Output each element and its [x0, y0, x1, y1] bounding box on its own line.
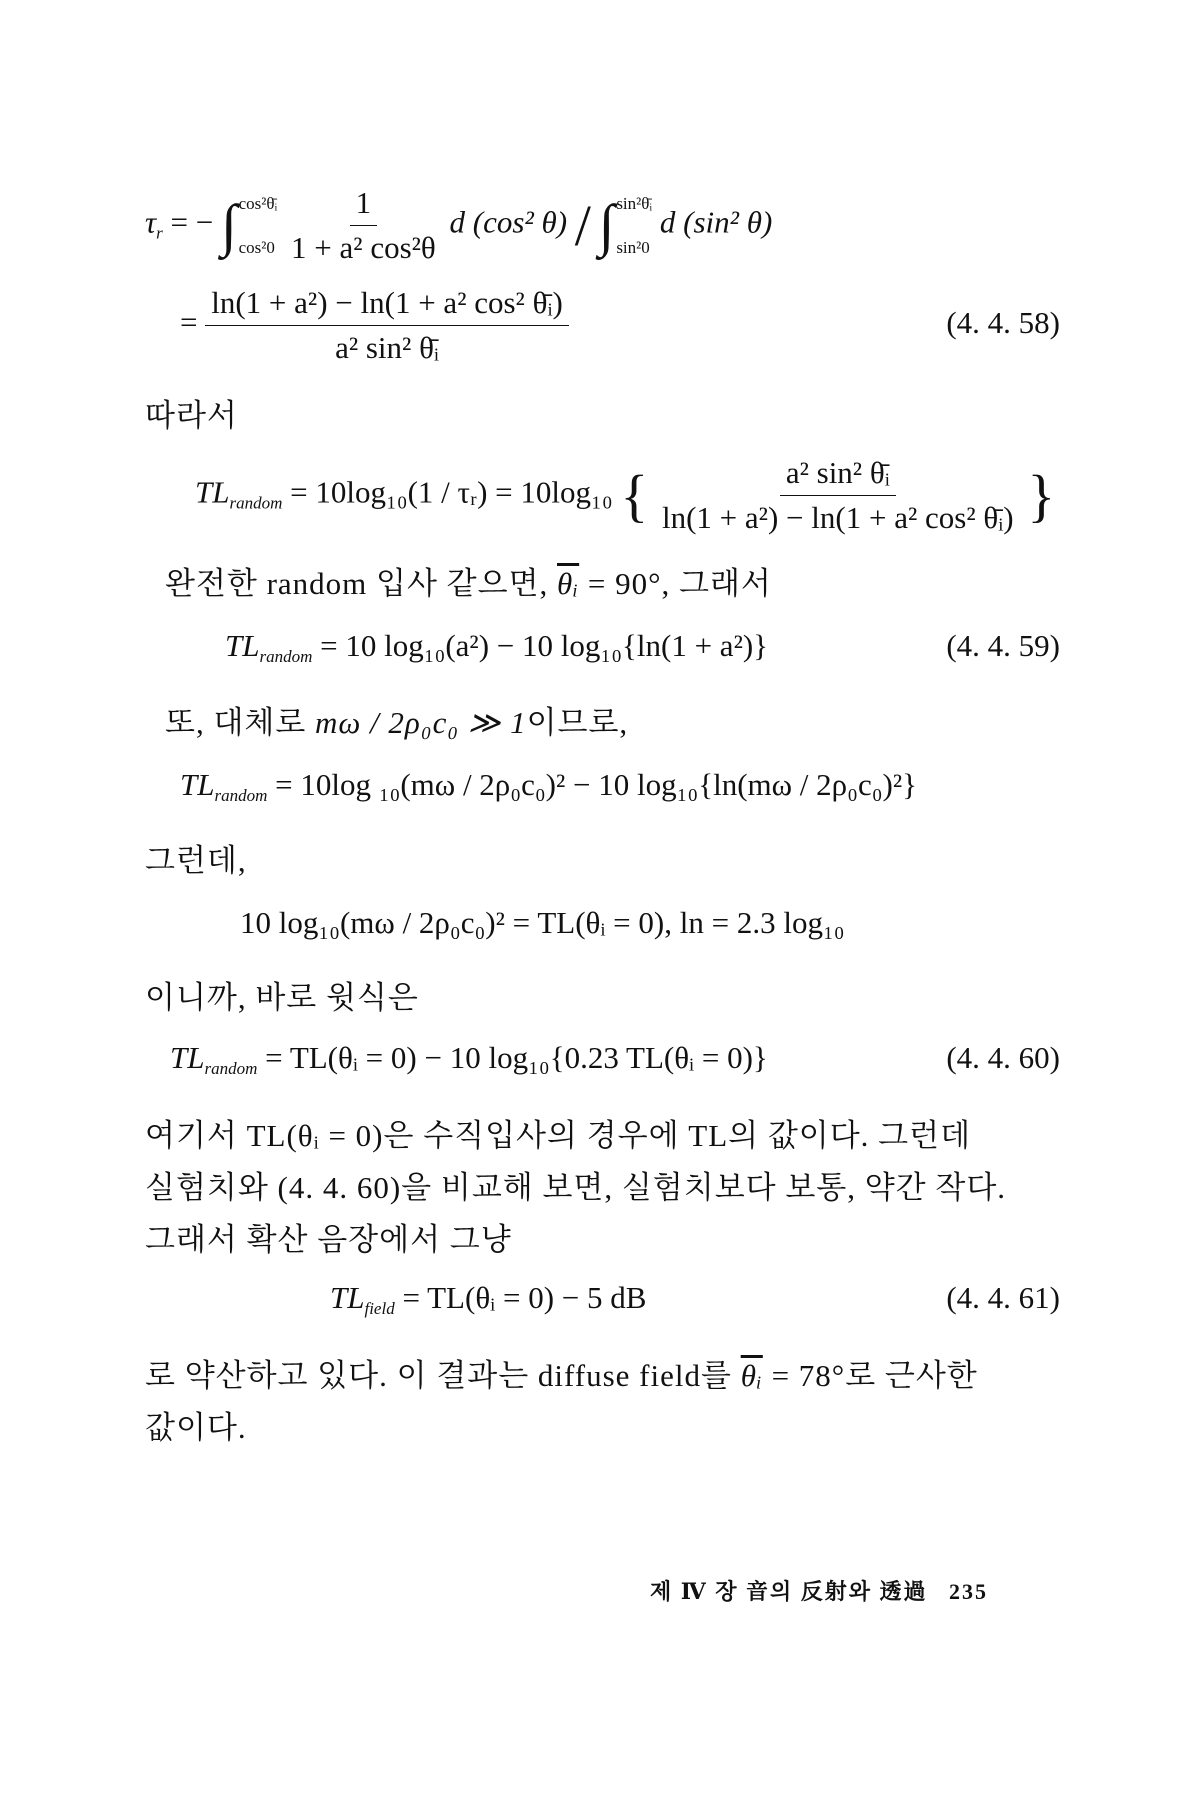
result-fraction: $\frac{\text{ln(1 + a²) − ln(1 + a² cos² θ̄ᵢ)}}{\text{a² sin² θ̄ᵢ}}$ [205, 285, 569, 366]
theta-bar: $\overline{\theta ᵢ}$ [557, 566, 580, 601]
text-complete-random: 완전한 random 입사 같으면, $\overline{\theta ᵢ} = 90^\circ$, 그래서 [165, 566, 772, 601]
equation-number-60: (4. 4. 60) [946, 1040, 1060, 1075]
text-geureonde: 그런데, [145, 843, 247, 878]
tl-def-fraction: $\frac{\text{a² sin² θ̄ᵢ}}{\text{ln(1 + a²) − ln(1 + a² cos² θ̄ᵢ)}}$ [662, 455, 1014, 535]
paragraph-1-line-3: 그래서 확산 음장에서 그냥 [145, 1222, 512, 1257]
also-math: mω / 2ρ₀c₀ ≫ 1 [315, 705, 527, 740]
page-number: 235 [948, 1579, 988, 1604]
differential-1: d (cos² θ) [449, 204, 568, 240]
equation-number-59: (4. 4. 59) [946, 628, 1060, 663]
page-footer [650, 1575, 988, 1606]
text-also: 또, 대체로 mω / 2ρ₀c₀ ≫ 1이므로, [165, 705, 629, 740]
tl-def-rhs: = 10log₁₀(1 / τᵣ) = 10log₁₀ [290, 474, 613, 510]
integral-limits-1: cos²θ̄ᵢ cos²0 [238, 193, 278, 257]
eq-tl-random-mw: $TL_{random} = 10\log$ ₁₀(mω / 2ρ₀c₀)² − 10 log₁₀{ln(mω / 2ρ₀c₀)²} [180, 767, 918, 805]
equation-number-58: (4. 4. 58) [946, 305, 1060, 340]
right-brace: } [1027, 463, 1056, 528]
eq-4-4-60: $TL_{random}$ = TL(θᵢ = 0) − 10 log₁₀{0.23 TL(θᵢ = 0)} [170, 1040, 768, 1078]
eq-4-4-58-line1: $\tau_r$ = − ∫ cos²θ̄ᵢ cos²0 $\frac{1}{\text{1 + a² cos²θ}}$ d (cos² θ) / ∫ sin²θ̄ᵢ sin²0 d (sin² θ) [145, 185, 773, 265]
left-brace: { [620, 463, 649, 528]
integrand-fraction: $\frac{1}{\text{1 + a² cos²θ}}$ [291, 185, 436, 265]
tau-subscript: r [156, 223, 163, 243]
text-ininkka: 이니까, 바로 윗식은 [145, 980, 419, 1015]
eq-tl-zero: 10 log₁₀(mω / 2ρ₀c₀)² = TL(θᵢ = 0), ln = 2.3 log₁₀ [240, 905, 845, 940]
theta-bar: $\overline{\theta ᵢ}$ [740, 1358, 763, 1393]
eq-tl-random-definition: $TL_{random} = 10\log_{10}(1$ / τᵣ) = 10log₁₀ { $\frac{\text{a² sin² θ̄ᵢ}}{\text{ln(1 + a²) − ln(1 + a² cos² θ̄ᵢ)}}$ } [195, 455, 1056, 535]
eq-4-4-61: $TL_{field}$ = TL(θᵢ = 0) − 5 dB [330, 1280, 647, 1318]
paragraph-1-line-1: 여기서 TL(θᵢ = 0)은 수직입사의 경우에 TL의 값이다. 그런데 [145, 1118, 972, 1153]
integral-sign-2: ∫ [598, 192, 615, 258]
eq-4-4-58-line2: = $\frac{\text{ln(1 + a²) − ln(1 + a² cos² θ̄ᵢ)}}{\text{a² sin² θ̄ᵢ}}$ [180, 285, 569, 366]
chapter-title: 제 Ⅳ 장 音의 反射와 透過 [650, 1579, 928, 1604]
paragraph-1-line-2: 실험치와 (4. 4. 60)을 비교해 보면, 실험치보다 보통, 약간 작다. [145, 1170, 1007, 1205]
integral-sign-1: ∫ [220, 192, 237, 258]
paragraph-2-line-1: 로 약산하고 있다. 이 결과는 diffuse field를 $\overline{\theta ᵢ} = 78^\circ$로 근사한 [145, 1358, 978, 1393]
text-ttaraseo: 따라서 [145, 398, 238, 433]
integral-limits-2: sin²θ̄ᵢ sin²0 [616, 193, 653, 257]
equation-number-61: (4. 4. 61) [946, 1280, 1060, 1315]
eq-4-4-59: $TL_{random} = 10$ log₁₀(a²) − 10 log₁₀{ln(1 + a²)} [225, 628, 769, 666]
paragraph-2-line-2: 값이다. [145, 1410, 247, 1445]
tau-symbol: τ [145, 204, 157, 240]
differential-2: d (sin² θ) [659, 204, 773, 240]
division-slash: / [574, 193, 591, 258]
